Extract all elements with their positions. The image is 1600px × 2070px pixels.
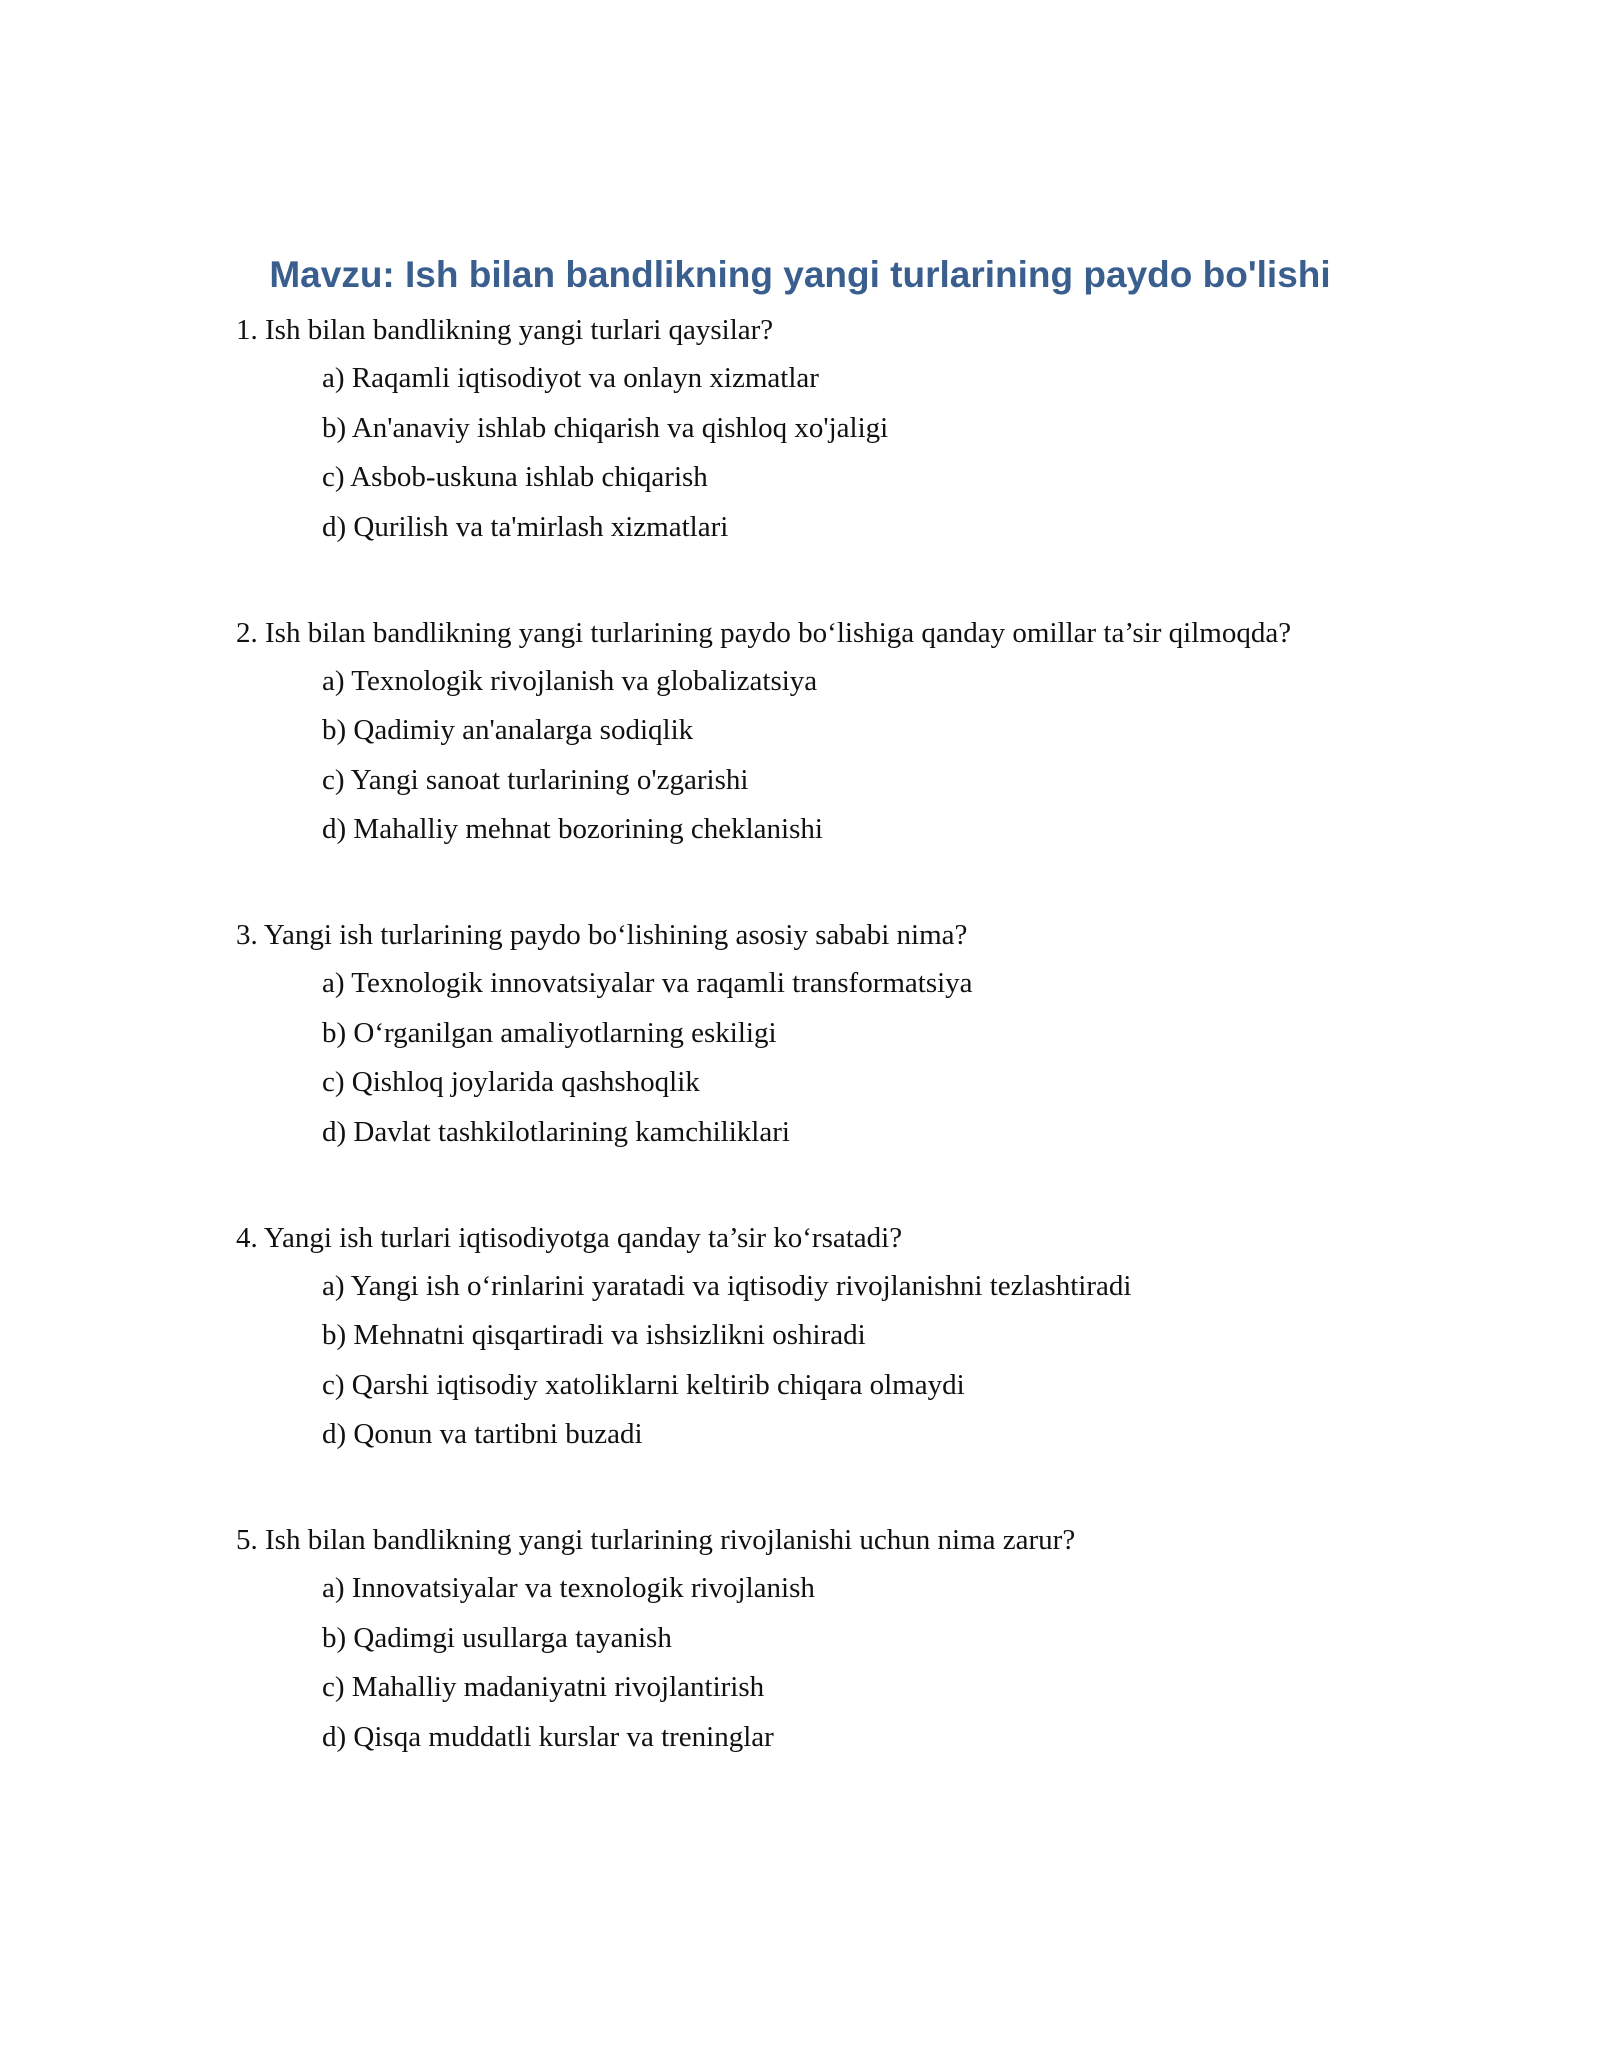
question-2 (236, 613, 1366, 850)
question-4 (236, 1218, 1366, 1455)
option-d: d) Davlat tashkilotlarining kamchiliklari (322, 1115, 790, 1148)
page-title: Mavzu: Ish bilan bandlikning yangi turlarining paydo bo'lishi (269, 254, 1331, 295)
option-c: c) Qarshi iqtisodiy xatoliklarni keltirib chiqara olmaydi (322, 1368, 965, 1401)
option-c: c) Qishloq joylarida qashshoqlik (322, 1066, 700, 1098)
option-a: a) Yangi ish o‘rinlarini yaratadi va iqtisodiy rivojlanishni tezlashtiradi (322, 1269, 1132, 1302)
option-a: a) Innovatsiyalar va texnologik rivojlanish (322, 1572, 815, 1604)
option-c: c) Asbob-uskuna ishlab chiqarish (322, 461, 708, 493)
option-b: b) Qadimiy an'analarga sodiqlik (322, 714, 694, 746)
option-b: b) An'anaviy ishlab chiqarish va qishloq xo'jaligi (322, 411, 889, 444)
question-text: 2. Ish bilan bandlikning yangi turlarining paydo bo‘lishiga qanday omillar ta’sir qilmoqda? (236, 616, 1292, 649)
question-text: 4. Yangi ish turlari iqtisodiyotga qanday ta’sir ko‘rsatadi? (236, 1221, 903, 1254)
option-d: d) Qisqa muddatli kurslar va treninglar (322, 1720, 774, 1753)
option-a: a) Texnologik rivojlanish va globalizatsiya (322, 664, 818, 697)
option-c: c) Mahalliy madaniyatni rivojlantirish (322, 1671, 765, 1703)
option-c: c) Yangi sanoat turlarining o'zgarishi (322, 763, 749, 796)
option-d: d) Qonun va tartibni buzadi (322, 1418, 643, 1450)
option-d: d) Qurilish va ta'mirlash xizmatlari (322, 510, 729, 543)
question-text: 3. Yangi ish turlarining paydo bo‘lishining asosiy sababi nima? (236, 919, 968, 951)
question-3 (236, 915, 1366, 1152)
question-5 (236, 1520, 1366, 1757)
option-b: b) Qadimgi usullarga tayanish (322, 1621, 672, 1654)
question-list (236, 310, 1366, 1823)
question-1 (236, 310, 1366, 547)
option-b: b) Mehnatni qisqartiradi va ishsizlikni oshiradi (322, 1319, 866, 1351)
option-a: a) Texnologik innovatsiyalar va raqamli transformatsiya (322, 967, 973, 999)
option-b: b) O‘rganilgan amaliyotlarning eskiligi (322, 1016, 777, 1049)
question-text: 1. Ish bilan bandlikning yangi turlari qaysilar? (236, 314, 774, 346)
option-a: a) Raqamli iqtisodiyot va onlayn xizmatlar (322, 362, 819, 394)
option-d: d) Mahalliy mehnat bozorining cheklanishi (322, 813, 823, 845)
question-text: 5. Ish bilan bandlikning yangi turlarining rivojlanishi uchun nima zarur? (236, 1524, 1076, 1556)
